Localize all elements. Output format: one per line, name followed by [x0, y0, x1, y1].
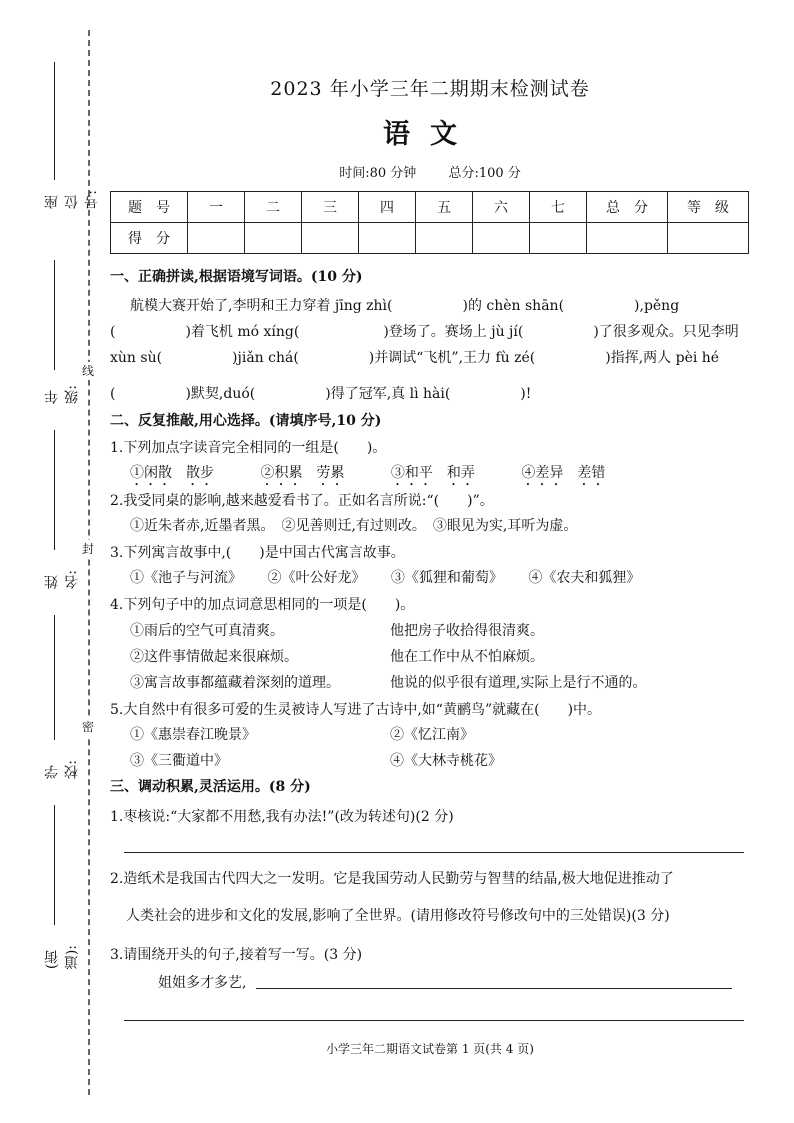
option[interactable]: ①闲散 散步: [130, 465, 214, 481]
table-header-cell: 等 级: [668, 192, 749, 223]
seal-char-xian: 线: [82, 364, 95, 378]
score-table: [110, 191, 749, 254]
score-row-label: 得 分: [111, 223, 188, 254]
table-header-cell: 一: [188, 192, 245, 223]
options-2-2[interactable]: ①近朱者赤,近墨者黑。 ②见善则迁,有过则改。 ③眼见为实,耳听为虚。: [130, 518, 578, 534]
score-cell[interactable]: [473, 223, 530, 254]
table-header-cell: 四: [359, 192, 416, 223]
score-cell[interactable]: [668, 223, 749, 254]
section-1-line: xùn sù( )jiǎn chá( )并调试“飞机”,王力 fù zé( )指挥,两人 pèi hé: [110, 350, 720, 366]
table-header-cell: 五: [416, 192, 473, 223]
answer-line[interactable]: [256, 988, 732, 989]
table-header-cell: 题 号: [111, 192, 188, 223]
answer-line[interactable]: [124, 852, 744, 853]
question-2-5: 5.大自然中有很多可爱的生灵被诗人写进了古诗中,如“黄鹂鸟”就藏在( )中。: [110, 702, 602, 718]
option[interactable]: ④《大林寺桃花》: [390, 753, 502, 769]
seal-char-feng: 封: [82, 542, 95, 556]
writing-prompt-start: 姐姐多才多艺,: [158, 975, 247, 991]
score-table-header-row: [111, 192, 749, 223]
option[interactable]: ③《狐狸和葡萄》: [390, 570, 496, 586]
question-3-1: 1.枣核说:“大家都不用愁,我有办法!”(改为转述句)(2 分): [110, 809, 454, 825]
table-header-cell: 六: [473, 192, 530, 223]
option[interactable]: ①《惠崇春江晚景》: [130, 727, 256, 743]
options-2-4-c-right: 他说的似乎很有道理,实际上是行不通的。: [390, 675, 647, 691]
options-2-3: [110, 567, 640, 587]
question-3-2-line-2: 人类社会的进步和文化的发展,影响了全世界。(请用修改符号修改句中的三处错误)(3 分): [126, 908, 670, 924]
name-label: 姓名:: [44, 570, 80, 589]
table-header-cell: 七: [530, 192, 587, 223]
binding-margin: [0, 0, 110, 1123]
section-1-line: 航模大赛开始了,李明和王力穿着 jīng zhì( )的 chèn shān( ),pěng: [130, 298, 680, 314]
score-cell[interactable]: [587, 223, 668, 254]
option[interactable]: ③《三衢道中》: [130, 753, 228, 769]
school-line[interactable]: [54, 805, 55, 925]
subject-title: 语文: [383, 119, 477, 150]
option[interactable]: ④差异 差错: [521, 465, 606, 481]
score-table-score-row: [111, 223, 749, 254]
section-3-heading: 三、调动积累,灵活运用。(8 分): [110, 779, 311, 795]
options-2-4-a: [110, 620, 284, 640]
question-3-2-line-1: 2.造纸术是我国古代四大之一发明。它是我国劳动人民勤劳与智彗的结晶,极大地促进推动了: [110, 871, 674, 887]
page-footer: 小学三年二期语文试卷第 1 页(共 4 页): [326, 1042, 534, 1056]
grade-label: 年级:: [44, 385, 80, 404]
table-header-cell: 总 分: [587, 192, 668, 223]
option[interactable]: ③寓言故事都蕴藏着深刻的道理。: [130, 675, 340, 691]
options-2-4-b-right: 他在工作中从不怕麻烦。: [390, 649, 544, 665]
option[interactable]: ④《农夫和狐狸》: [528, 570, 641, 586]
options-2-4-c: [110, 672, 340, 692]
option[interactable]: ②《忆江南》: [390, 727, 474, 743]
options-2-1: [110, 462, 605, 489]
score-cell[interactable]: [302, 223, 359, 254]
score-cell[interactable]: [416, 223, 473, 254]
school-label: 学校:: [44, 760, 80, 779]
question-2-2: 2.我受同桌的影响,越来越爱看书了。正如名言所说:“( )”。: [110, 493, 494, 509]
option[interactable]: ①《池子与河流》: [130, 570, 235, 586]
score-cell[interactable]: [245, 223, 302, 254]
score-cell[interactable]: [188, 223, 245, 254]
name-line[interactable]: [54, 615, 55, 740]
street-label: (街道):: [44, 944, 80, 970]
option[interactable]: ③和平 和弄: [390, 465, 475, 481]
options-2-4-a-right: 他把房子收拾得很清爽。: [390, 623, 544, 639]
table-header-cell: 三: [302, 192, 359, 223]
option[interactable]: ②《叶公好龙》: [267, 570, 359, 586]
time-limit: 时间:80 分钟: [339, 166, 417, 181]
section-2-heading: 二、反复推敲,用心选择。(请填序号,10 分): [110, 413, 382, 429]
option[interactable]: ②积累 劳累: [260, 465, 345, 481]
section-1-line: ( )着飞机 mó xíng( )登场了。赛场上 jù jí( )了很多观众。只见李明: [110, 324, 739, 340]
question-3-3: 3.请围绕开头的句子,接着写一写。(3 分): [110, 947, 363, 963]
seat-number-line[interactable]: [54, 62, 55, 180]
option[interactable]: ①雨后的空气可真清爽。: [130, 623, 284, 639]
table-header-cell: 二: [245, 192, 302, 223]
total-score: 总分:100 分: [448, 166, 521, 181]
question-2-1: 1.下列加点字读音完全相同的一组是( )。: [110, 440, 387, 456]
option[interactable]: ②这件事情做起来很麻烦。: [130, 649, 298, 665]
page-title: 2023 年小学三年二期期末检测试卷: [270, 78, 590, 100]
section-1-heading: 一、正确拼读,根据语境写词语。(10 分): [110, 269, 363, 285]
score-cell[interactable]: [359, 223, 416, 254]
score-cell[interactable]: [530, 223, 587, 254]
question-2-4: 4.下列句子中的加点词意思相同的一项是( )。: [110, 597, 415, 613]
grade-line[interactable]: [54, 430, 55, 550]
options-2-4-b: [110, 646, 298, 666]
exam-info: [110, 162, 750, 181]
question-2-3: 3.下列寓言故事中,( )是中国古代寓言故事。: [110, 545, 405, 561]
seat-number-label: 座位号:: [44, 190, 100, 209]
answer-line[interactable]: [124, 1020, 744, 1021]
seal-char-mi: 密: [82, 720, 95, 734]
seat-number-line-2[interactable]: [54, 260, 55, 370]
section-1-line: ( )默契,duó( )得了冠军,真 lì hài( )!: [110, 386, 532, 402]
